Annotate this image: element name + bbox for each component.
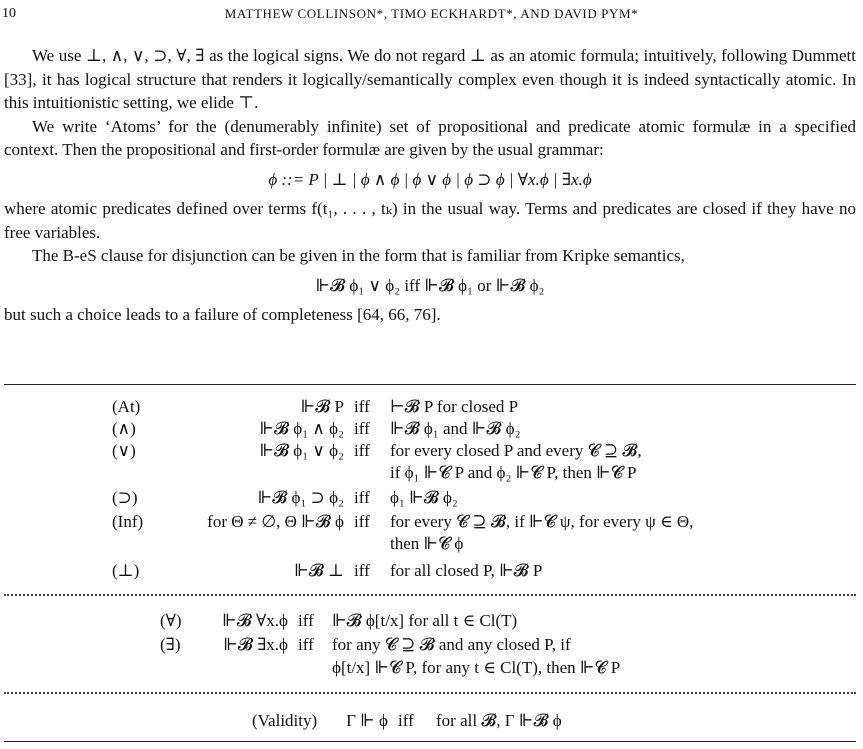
clause-rhs: ϕ[t/x] ⊩𝓒 P, for any t ∈ Cl(T), then ⊩𝓒 P: [332, 658, 621, 677]
clause-lhs: ⊩𝓑 P: [300, 397, 344, 416]
clause-iff: iff: [398, 711, 414, 730]
clause-rhs: ϕ₁ ⊩𝓑 ϕ₂: [390, 488, 458, 507]
clause-iff: iff: [354, 488, 370, 507]
clause-lhs: ⊩𝓑 ∀x.ϕ: [222, 611, 288, 630]
clause-lhs: ⊩𝓑 ϕ₁ ∧ ϕ₂: [259, 419, 344, 438]
paragraph-completeness: but such a choice leads to a failure of completeness [64, 66, 76].: [4, 305, 441, 324]
clause-lhs: ⊩𝓑 ϕ₁ ∨ ϕ₂: [259, 441, 344, 460]
clause-label: (∃): [160, 635, 181, 654]
clause-label: (∨): [112, 441, 136, 460]
grammar-display: ϕ ::= P | ⊥ | ϕ ∧ ϕ | ϕ ∨ ϕ | ϕ ⊃ ϕ | ∀x.ϕ | ∃x.ϕ: [268, 169, 592, 189]
paragraph-disjunction: The B-eS clause for disjunction can be given in the form that is familiar from Kripke semantics,: [32, 246, 685, 265]
clause-iff: iff: [354, 397, 370, 416]
paragraph-atoms: We write ‘Atoms’ for the (denumerably infinite) set of propositional and predicate atomic formulæ in a specified context. Then the propositional and first-order formulæ are given by the usual grammar:: [4, 116, 856, 159]
clause-rhs: if ϕ₁ ⊩𝓒 P and ϕ₂ ⊩𝓒 P, then ⊩𝓒 P: [390, 463, 637, 482]
clause-label: (∀): [160, 611, 182, 630]
clause-iff: iff: [298, 635, 314, 654]
table-dotted-rule-1: [4, 594, 856, 596]
clause-lhs: ⊩𝓑 ⊥: [294, 561, 344, 580]
clause-rhs: ⊩𝓑 ϕ₁ and ⊩𝓑 ϕ₂: [390, 419, 521, 438]
clause-rhs: for every closed P and every 𝓒 ⊇ 𝓑,: [390, 441, 642, 460]
table-bottom-rule: [4, 741, 856, 742]
clause-iff: iff: [354, 512, 370, 531]
clause-lhs: Γ ⊩ ϕ: [346, 711, 388, 730]
page-number: 10: [2, 6, 16, 21]
clause-iff: iff: [298, 611, 314, 630]
clause-lhs: ⊩𝓑 ∃x.ϕ: [223, 635, 288, 654]
page-header: [0, 6, 863, 28]
disjunction-display: ⊩𝓑 ϕ₁ ∨ ϕ₂ iff ⊩𝓑 ϕ₁ or ⊩𝓑 ϕ₂: [315, 275, 545, 295]
clause-rhs: for all 𝓑, Γ ⊩𝓑 ϕ: [436, 711, 562, 730]
paragraph-logical-signs: We use ⊥, ∧, ∨, ⊃, ∀, ∃ as the logical signs. We do not regard ⊥ as an atomic formula; intuitively, following Dummett [33], it has logical structure that renders it logically/semantically complex even though it is indeed syntactically atomic. In this intuitionistic setting, we elide ⊤.: [4, 46, 856, 112]
clause-label: (∧): [112, 419, 136, 438]
clause-iff: iff: [354, 561, 370, 580]
clause-rhs: for any 𝓒 ⊇ 𝓑 and any closed P, if: [332, 635, 571, 654]
clause-rhs: then ⊩𝓒 ϕ: [390, 534, 464, 553]
running-head: MATTHEW COLLINSON*, TIMO ECKHARDT*, AND DAVID PYM*: [224, 6, 639, 21]
clause-label: (Validity): [252, 711, 318, 730]
clause-label: (⊃): [112, 488, 138, 507]
table-dotted-rule-2: [4, 692, 856, 694]
clause-iff: iff: [354, 441, 370, 460]
table-top-rule: [4, 384, 856, 385]
clause-iff: iff: [354, 419, 370, 438]
clause-rhs: for every 𝓒 ⊇ 𝓑, if ⊩𝓒 ψ, for every ψ ∈ Θ,: [390, 512, 694, 531]
clause-label: (At): [112, 397, 141, 416]
paragraph-terms: where atomic predicates defined over terms f(t₁, . . . , tₖ) in the usual way. Terms and predicates are closed if they have no free variables.: [4, 199, 856, 242]
clause-rhs: for all closed P, ⊩𝓑 P: [390, 561, 543, 580]
clause-lhs: for Θ ≠ ∅, Θ ⊩𝓑 ϕ: [207, 512, 344, 531]
clause-lhs: ⊩𝓑 ϕ₁ ⊃ ϕ₂: [257, 488, 344, 507]
clause-label: (⊥): [112, 561, 140, 580]
clause-label: (Inf): [112, 512, 144, 531]
clause-rhs: ⊢𝓑 P for closed P: [390, 397, 519, 416]
clause-rhs: ⊩𝓑 ϕ[t/x] for all t ∈ Cl(T): [332, 611, 518, 630]
body-text: [4, 44, 856, 327]
